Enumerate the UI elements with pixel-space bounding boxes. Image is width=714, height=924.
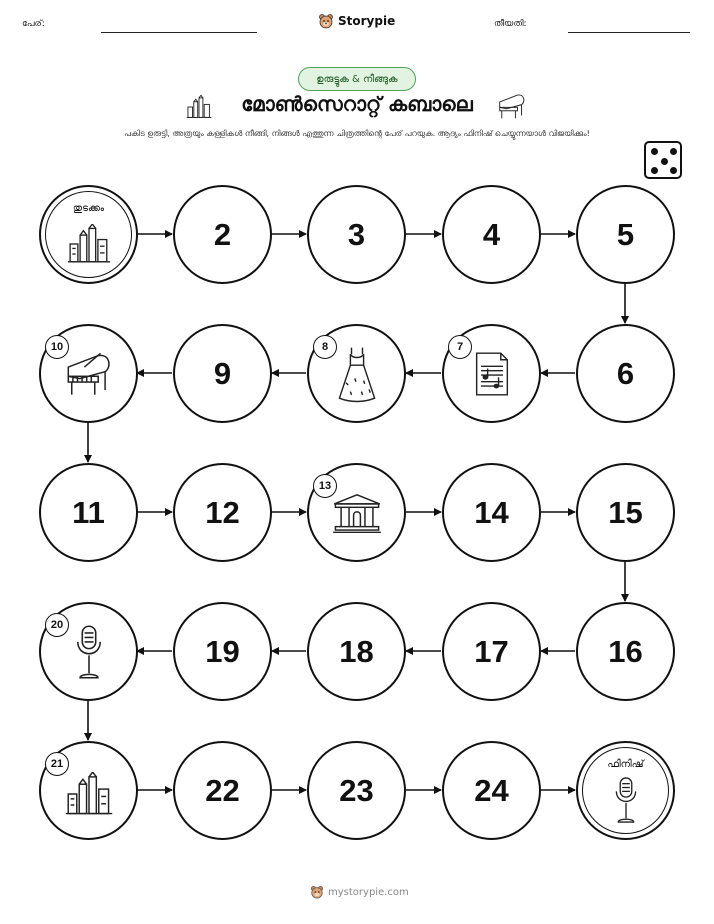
- footer: [310, 885, 409, 899]
- board-space-24: [442, 741, 541, 840]
- brand-name: Storypie: [338, 14, 396, 28]
- city-skyline-icon: [66, 224, 112, 264]
- board-space-15: [576, 463, 675, 562]
- instructions: പകിട ഉരുട്ടി, അത്രയും കള്ളികൾ നീങ്ങി, നിങ്ങൾ എത്തുന്ന ചിത്രത്തിന്റെ പേര് പറയുക. ആദ്യം ഫിനിഷ് ചെയ്യുന്നയാൾ വിജയിക്കും!: [124, 129, 590, 138]
- footer-url[interactable]: mystorypie.com: [328, 886, 409, 898]
- city-skyline-icon: [64, 772, 114, 816]
- space-number-tag: 8: [313, 335, 337, 359]
- space-number: 18: [339, 633, 374, 669]
- board-space-7: [442, 324, 541, 423]
- microphone-icon: [73, 624, 105, 680]
- board-space-19: [173, 602, 272, 701]
- board-space-12: [173, 463, 272, 562]
- name-label: പേര്:: [22, 19, 45, 29]
- space-number: 19: [205, 633, 240, 669]
- finish-space: [576, 741, 675, 840]
- space-number: 5: [616, 216, 635, 252]
- space-number: 14: [474, 494, 509, 530]
- microphone-icon: [612, 776, 640, 824]
- board-space-16: [576, 602, 675, 701]
- space-number: 22: [205, 772, 240, 808]
- board-space-11: [39, 463, 138, 562]
- start-space: [39, 185, 138, 284]
- board-space-17: [442, 602, 541, 701]
- space-number: 12: [205, 494, 240, 530]
- opera-house-icon: [332, 492, 382, 534]
- board-space-18: [307, 602, 406, 701]
- board-space-5: [576, 185, 675, 284]
- space-number: 23: [339, 772, 374, 808]
- space-number: 2: [213, 216, 232, 252]
- board-space-6: [576, 324, 675, 423]
- board-space-14: [442, 463, 541, 562]
- bear-face-icon: [310, 885, 324, 899]
- space-number: 6: [616, 355, 635, 391]
- ball-gown-icon: [335, 345, 379, 403]
- space-number: 4: [482, 216, 501, 252]
- space-number: 11: [72, 494, 105, 530]
- board-space-4: [442, 185, 541, 284]
- game-type-badge: ഉരുട്ടുക & നീങ്ങുക: [298, 67, 416, 91]
- page-title: മോൺസെറാറ്റ് കബാലെ: [241, 92, 473, 116]
- space-number: 17: [474, 633, 509, 669]
- board-space-20: [39, 602, 138, 701]
- space-number-tag: 20: [45, 613, 69, 637]
- finish-label: ഫിനിഷ്: [607, 759, 644, 770]
- space-number: 9: [213, 355, 232, 391]
- sheet-music-icon: [472, 351, 512, 397]
- board-space-21: [39, 741, 138, 840]
- space-number-tag: 7: [448, 335, 472, 359]
- board-space-23: [307, 741, 406, 840]
- board-space-22: [173, 741, 272, 840]
- space-number: 16: [608, 633, 643, 669]
- space-number-tag: 21: [45, 752, 69, 776]
- space-number: 3: [347, 216, 366, 252]
- space-number: 24: [474, 772, 509, 808]
- start-label: തുടക്കം: [72, 203, 105, 214]
- board-space-9: [173, 324, 272, 423]
- space-number: 15: [608, 494, 643, 530]
- board-space-10: [39, 324, 138, 423]
- board-space-8: [307, 324, 406, 423]
- board-space-2: [173, 185, 272, 284]
- space-number-tag: 10: [45, 335, 69, 359]
- date-label: തീയതി:: [494, 19, 527, 29]
- board-space-3: [307, 185, 406, 284]
- space-number-tag: 13: [313, 474, 337, 498]
- grand-piano-icon: [63, 351, 115, 397]
- board-space-13: [307, 463, 406, 562]
